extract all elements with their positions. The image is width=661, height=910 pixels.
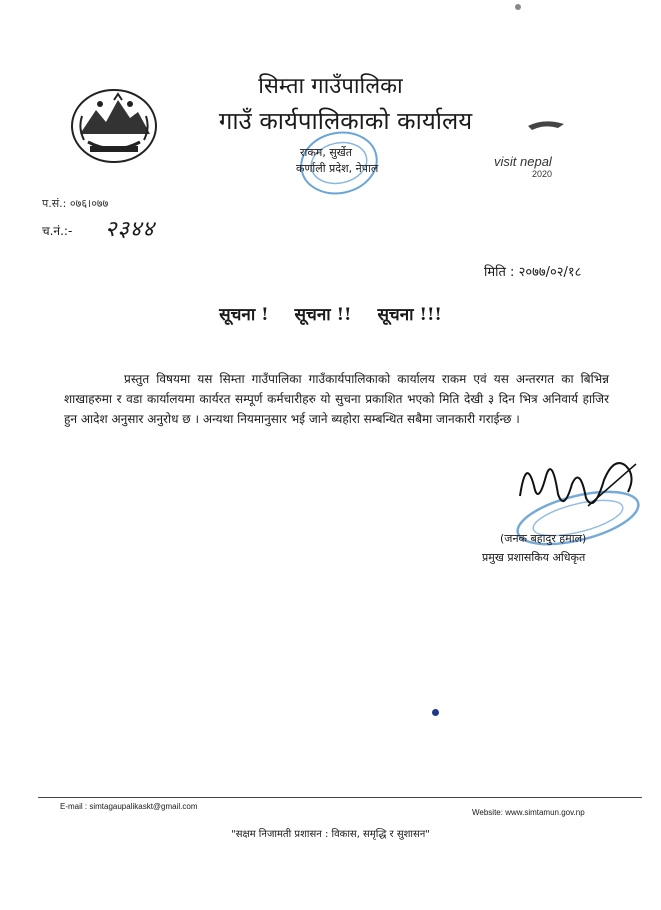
address-line-2: कर्णाली प्रदेश, नेपाल [296, 162, 379, 175]
footer-divider [38, 797, 642, 798]
signature-icon [468, 436, 648, 546]
logo-swoosh-icon [494, 112, 590, 136]
signatory-name: (जनक बहादुर हमाल) [500, 532, 587, 545]
footer-email: E-mail : simtagaupalikaskt@gmail.com [60, 802, 198, 811]
visit-nepal-year: 2020 [532, 169, 553, 179]
visit-nepal-logo [494, 112, 590, 184]
notice-word-1: सूचना ! [219, 305, 269, 325]
notice-word-3: सूचना !!! [377, 305, 442, 325]
dispatch-number-handwritten: २३४४ [105, 217, 155, 242]
address-line-1: राकम, सुर्खेत [300, 146, 353, 159]
notice-heading [0, 302, 661, 325]
ink-dot [432, 709, 439, 716]
office-title: सिम्ता गाउँपालिका [258, 74, 403, 99]
visit-nepal-text: visit nepal [494, 154, 552, 169]
letter-date: मिति : २०७७/०२/१८ [484, 265, 582, 280]
notice-word-2: सूचना !! [294, 305, 352, 325]
signatory-designation: प्रमुख प्रशासकिय अधिकृत [482, 551, 586, 564]
letter-reference-number: प.सं.: ०७६।०७७ [42, 197, 109, 210]
footer-slogan: "सक्षम निजामती प्रशासन : विकास, समृद्धि र सुशासन" [231, 829, 430, 840]
notice-body: प्रस्तुत विषयमा यस सिम्ता गाउँपालिका गाउँकार्यपालिकाको कार्यालय राकम एवं यस अन्तरगत का बिभिन्न शाखाहरुमा र वडा कार्यालयमा कार्यरत सम्पूर्ण कर्मचारीहरु यो सुचना प्रकाशित भएको मिति देखी ३ दिन भित्र अनिवार्य हाजिर हुन आदेश अनुसार अनुरोध छ । अन्यथा नियमानुसार भई जाने ब्यहोरा सम्बन्धित सबैमा जानकारी गराईन्छ । [64, 372, 609, 426]
office-subtitle: गाउँ कार्यपालिकाको कार्यालय [218, 107, 473, 135]
footer-website: Website: www.simtamun.gov.np [472, 808, 585, 817]
scan-mark [515, 4, 521, 10]
dispatch-number-label: च.नं.:- [42, 224, 73, 238]
